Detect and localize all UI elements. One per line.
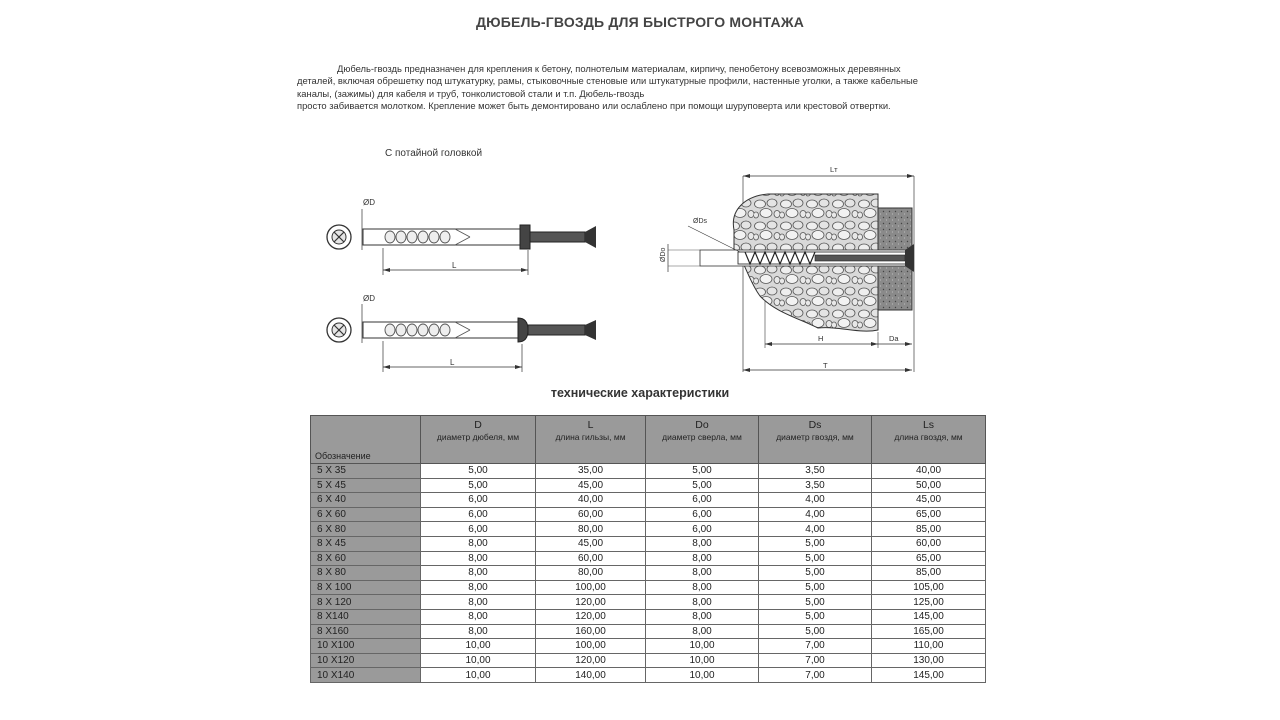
header-l [536, 416, 646, 464]
value-cell: 4,00 [759, 507, 872, 522]
value-cell: 65,00 [872, 551, 986, 566]
value-cell: 80,00 [536, 566, 646, 581]
designation-cell: 5 X 35 [311, 464, 421, 479]
description-line: деталей, включая обрешетку под штукатурку, рамы, стыковочные стеновые или штукатурные профили, настенные уголки, а также кабельные [297, 75, 918, 87]
anchor-drawing-top [327, 198, 596, 275]
designation-cell: 8 X 80 [311, 566, 421, 581]
value-cell: 145,00 [872, 609, 986, 624]
value-cell: 140,00 [536, 668, 646, 683]
value-cell: 60,00 [872, 536, 986, 551]
value-cell: 160,00 [536, 624, 646, 639]
table-row [311, 653, 986, 668]
value-cell: 8,00 [646, 609, 759, 624]
fixture-thickness-label: Da [889, 334, 899, 343]
diameter-label: ØD [363, 198, 375, 207]
value-cell: 120,00 [536, 609, 646, 624]
value-cell: 5,00 [759, 536, 872, 551]
header-symbol: Do [695, 419, 709, 431]
table-row [311, 580, 986, 595]
table-row [311, 566, 986, 581]
value-cell: 120,00 [536, 653, 646, 668]
value-cell: 6,00 [646, 507, 759, 522]
header-subtitle: длина гвоздя, мм [894, 432, 963, 442]
header-symbol: Ls [922, 419, 935, 431]
designation-cell: 6 X 80 [311, 522, 421, 537]
header-do [646, 416, 759, 464]
value-cell: 7,00 [759, 668, 872, 683]
total-length-label: Lт [830, 165, 838, 174]
value-cell: 35,00 [536, 464, 646, 479]
value-cell: 5,00 [759, 595, 872, 610]
table-row [311, 595, 986, 610]
table-row [311, 493, 986, 508]
value-cell: 80,00 [536, 522, 646, 537]
table-row [311, 464, 986, 479]
value-cell: 10,00 [421, 668, 536, 683]
value-cell: 65,00 [872, 507, 986, 522]
value-cell: 45,00 [872, 493, 986, 508]
value-cell: 5,00 [759, 566, 872, 581]
table-row [311, 639, 986, 654]
value-cell: 7,00 [759, 639, 872, 654]
designation-cell: 6 X 40 [311, 493, 421, 508]
value-cell: 110,00 [872, 639, 986, 654]
value-cell: 100,00 [536, 580, 646, 595]
spec-table-body [311, 464, 986, 683]
value-cell: 7,00 [759, 653, 872, 668]
value-cell: 130,00 [872, 653, 986, 668]
header-subtitle: диаметр гвоздя, мм [776, 432, 854, 442]
value-cell: 45,00 [536, 478, 646, 493]
value-cell: 8,00 [421, 566, 536, 581]
value-cell: 60,00 [536, 507, 646, 522]
header-subtitle: диаметр сверла, мм [662, 432, 742, 442]
head-end-view [327, 225, 351, 249]
length-label: L [450, 358, 455, 367]
designation-cell: 10 X140 [311, 668, 421, 683]
designation-cell: 8 X160 [311, 624, 421, 639]
value-cell: 5,00 [759, 580, 872, 595]
value-cell: 120,00 [536, 595, 646, 610]
value-cell: 145,00 [872, 668, 986, 683]
header-symbol: Ds [808, 419, 822, 431]
designation-cell: 8 X 60 [311, 551, 421, 566]
spec-heading: технические характеристики [550, 386, 730, 400]
value-cell: 40,00 [872, 464, 986, 479]
drill-diameter-label: ØDo [660, 247, 667, 262]
description-line: каналы, (зажимы) для кабеля и труб, тонколистовой стали и т.п. Дюбель-гвоздь [297, 87, 645, 99]
value-cell: 165,00 [872, 624, 986, 639]
value-cell: 8,00 [646, 536, 759, 551]
value-cell: 10,00 [421, 653, 536, 668]
page-title: ДЮБЕЛЬ-ГВОЗДЬ ДЛЯ БЫСТРОГО МОНТАЖА [475, 14, 805, 30]
value-cell: 8,00 [421, 624, 536, 639]
value-cell: 125,00 [872, 595, 986, 610]
value-cell: 6,00 [421, 522, 536, 537]
value-cell: 85,00 [872, 566, 986, 581]
designation-cell: 8 X 120 [311, 595, 421, 610]
value-cell: 10,00 [646, 653, 759, 668]
value-cell: 10,00 [646, 668, 759, 683]
header-designation: Обозначение [311, 416, 421, 464]
value-cell: 85,00 [872, 522, 986, 537]
header-subtitle: длина гильзы, мм [555, 432, 626, 442]
designation-cell: 8 X 100 [311, 580, 421, 595]
designation-cell: 8 X140 [311, 609, 421, 624]
value-cell: 105,00 [872, 580, 986, 595]
value-cell: 10,00 [646, 639, 759, 654]
value-cell: 3,50 [759, 478, 872, 493]
designation-cell: 10 X100 [311, 639, 421, 654]
value-cell: 40,00 [536, 493, 646, 508]
value-cell: 60,00 [536, 551, 646, 566]
designation-cell: 5 X 45 [311, 478, 421, 493]
value-cell: 6,00 [421, 507, 536, 522]
table-row [311, 624, 986, 639]
installation-section [660, 165, 914, 372]
header-symbol: L [587, 419, 594, 431]
table-row [311, 536, 986, 551]
table-row [311, 522, 986, 537]
description-line: просто забивается молотком. Крепление может быть демонтировано или ослаблено при помощи шуруповерта или крестовой отвертки. [297, 100, 891, 112]
table-header-row [311, 416, 986, 464]
value-cell: 5,00 [646, 464, 759, 479]
anchor-drawing-bottom [327, 294, 596, 372]
header-ls [872, 416, 986, 464]
description-line: Дюбель-гвоздь предназначен для крепления к бетону, полнотелым материалам, кирпичу, пенобетону всевозможных деревянных [337, 63, 901, 74]
value-cell: 8,00 [421, 580, 536, 595]
value-cell: 8,00 [421, 536, 536, 551]
depth-label: H [818, 334, 824, 343]
value-cell: 8,00 [421, 595, 536, 610]
total-depth-label: T [823, 361, 828, 370]
table-row [311, 668, 986, 683]
nail-diameter-label: ØDs [693, 218, 707, 225]
header-subtitle: диаметр дюбеля, мм [436, 432, 520, 442]
value-cell: 8,00 [646, 580, 759, 595]
value-cell: 6,00 [421, 493, 536, 508]
value-cell: 50,00 [872, 478, 986, 493]
value-cell: 5,00 [646, 478, 759, 493]
head-end-view [327, 318, 351, 342]
designation-cell: 10 X120 [311, 653, 421, 668]
value-cell: 8,00 [646, 566, 759, 581]
value-cell: 5,00 [759, 624, 872, 639]
table-row [311, 507, 986, 522]
table-row [311, 551, 986, 566]
value-cell: 8,00 [421, 609, 536, 624]
value-cell: 6,00 [646, 522, 759, 537]
header-ds [759, 416, 872, 464]
designation-cell: 8 X 45 [311, 536, 421, 551]
spec-table [310, 415, 986, 683]
length-label: L [452, 261, 457, 270]
diagram-caption: С потайной головкой [385, 148, 483, 159]
value-cell: 8,00 [646, 595, 759, 610]
designation-cell: 6 X 60 [311, 507, 421, 522]
table-row [311, 609, 986, 624]
value-cell: 6,00 [646, 493, 759, 508]
value-cell: 4,00 [759, 493, 872, 508]
value-cell: 5,00 [421, 478, 536, 493]
value-cell: 8,00 [646, 624, 759, 639]
diameter-label: ØD [363, 294, 375, 303]
value-cell: 8,00 [646, 551, 759, 566]
value-cell: 5,00 [759, 609, 872, 624]
value-cell: 100,00 [536, 639, 646, 654]
value-cell: 3,50 [759, 464, 872, 479]
value-cell: 10,00 [421, 639, 536, 654]
value-cell: 45,00 [536, 536, 646, 551]
table-row [311, 478, 986, 493]
value-cell: 4,00 [759, 522, 872, 537]
value-cell: 5,00 [421, 464, 536, 479]
header-d [421, 416, 536, 464]
header-symbol: D [474, 419, 482, 431]
value-cell: 5,00 [759, 551, 872, 566]
value-cell: 8,00 [421, 551, 536, 566]
